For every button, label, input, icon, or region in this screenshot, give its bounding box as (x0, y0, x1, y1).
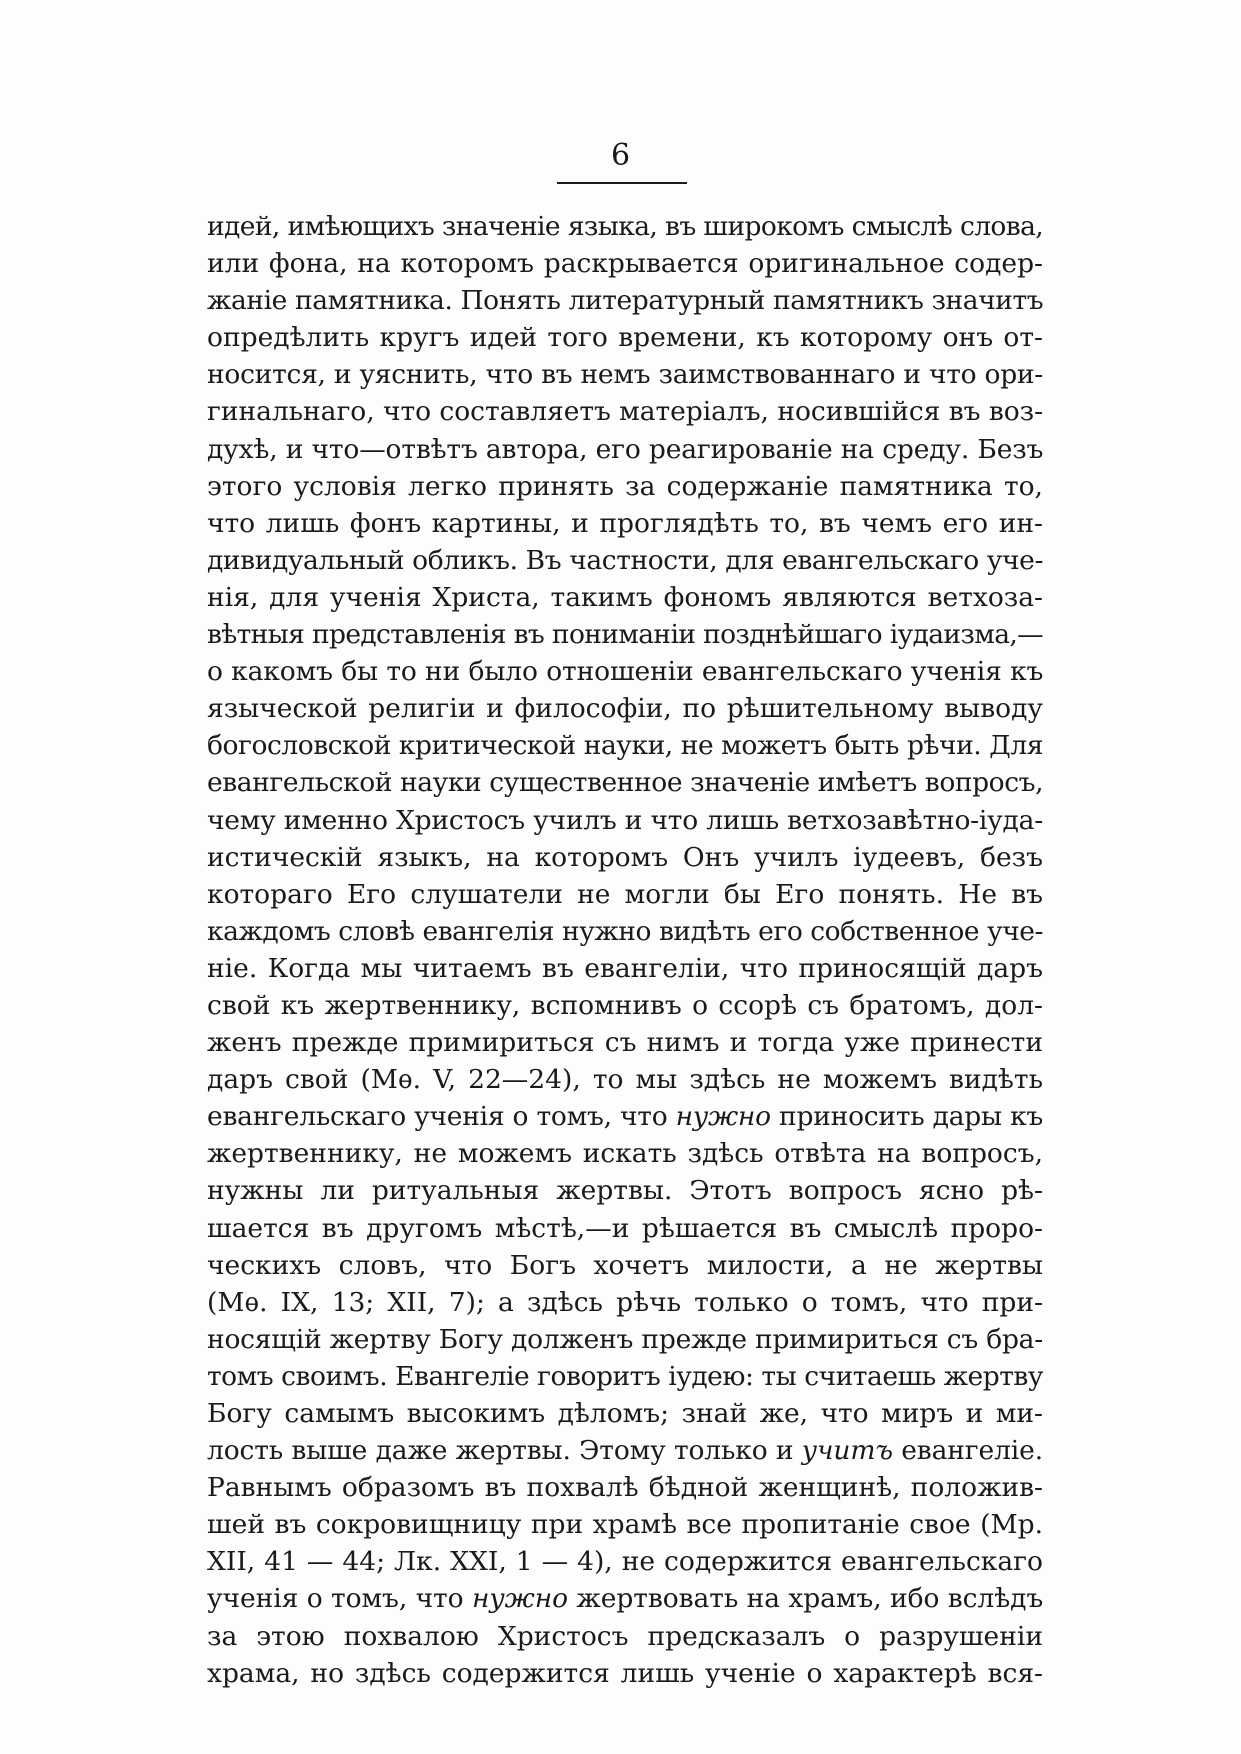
text-run: гинальнаго, что составляетъ матеріалъ, носившійся въ воз- (207, 396, 1043, 428)
text-line (207, 876, 1043, 913)
text-line (207, 431, 1043, 468)
text-run: идей, имѣющихъ значеніе языка, въ широкомъ смыслѣ слова, (207, 211, 1044, 242)
text-line (207, 1247, 1043, 1284)
text-run: носящій жертву Богу долженъ прежде примириться съ бра- (207, 1323, 1043, 1355)
text-line (207, 1655, 1043, 1692)
text-run: шается въ другомъ мѣстѣ,—и рѣшается въ смыслѣ проро- (207, 1212, 1043, 1244)
page-number: 6 (610, 138, 631, 173)
text-line (207, 208, 1043, 245)
text-run: истическій языкъ, на которомъ Онъ училъ іудеевъ, безъ (207, 841, 1043, 873)
text-line (207, 839, 1043, 876)
text-line (207, 542, 1043, 579)
text-run: Богу самымъ высокимъ дѣломъ; знай же, что миръ и ми- (207, 1398, 1043, 1429)
text-run: евангельскаго ученія о томъ, что (207, 1101, 676, 1133)
text-run: жертвовать на храмъ, ибо вслѣдъ (568, 1583, 1044, 1615)
text-line (207, 393, 1043, 430)
text-line (207, 1506, 1043, 1543)
text-line (207, 1135, 1043, 1172)
text-run: дивидуальный обликъ. Въ частности, для евангельскаго уче- (207, 544, 1043, 576)
text-line (207, 616, 1043, 653)
text-line (207, 245, 1043, 282)
text-line (207, 1024, 1043, 1061)
text-line (207, 764, 1043, 801)
text-run: ніе. Когда мы читаемъ въ евангеліи, что приносящій даръ (207, 952, 1043, 984)
text-run: о какомъ бы то ни было отношеніи евангельскаго ученія къ (207, 656, 1044, 688)
text-run: или фона, на которомъ раскрывается оригинальное содер- (207, 248, 1043, 280)
text-line (207, 1358, 1043, 1395)
text-line (207, 1469, 1043, 1506)
text-run: нужны ли ритуальныя жертвы. Этотъ вопросъ ясно рѣ- (207, 1175, 1043, 1207)
text-line (207, 1210, 1043, 1247)
text-line (207, 1172, 1043, 1209)
text-run: жаніе памятника. Понять литературный памятникъ значитъ (207, 285, 1044, 317)
italic-text: нужно (675, 1101, 771, 1133)
text-line (207, 1284, 1043, 1321)
text-line (207, 1580, 1043, 1617)
text-line (207, 950, 1043, 987)
text-run: что лишь фонъ картины, и проглядѣть то, въ чемъ его ин- (207, 507, 1043, 539)
text-run: лость выше даже жертвы. Этому только и (207, 1435, 802, 1467)
text-line (207, 1543, 1043, 1580)
text-line (207, 987, 1043, 1024)
text-run: чему именно Христосъ училъ и что лишь ветхозавѣтно-іуда- (207, 804, 1043, 836)
text-run: евангельской науки существенное значеніе имѣетъ вопросъ, (207, 767, 1044, 799)
text-line (207, 1618, 1043, 1655)
text-line (207, 319, 1043, 356)
text-run: томъ своимъ. Евангеліе говоритъ іудею: ты считаешь жертву (207, 1360, 1043, 1392)
text-line (207, 1395, 1043, 1432)
text-run: опредѣлить кругъ идей того времени, къ которому онъ от- (207, 322, 1043, 354)
text-line (207, 468, 1043, 505)
text-run: ученія о томъ, что (207, 1583, 472, 1615)
text-run: приносить дары къ (770, 1101, 1044, 1133)
text-run: свой къ жертвеннику, вспомнивъ о ссорѣ съ братомъ, дол- (207, 989, 1043, 1021)
text-line (207, 727, 1043, 764)
text-run: Равнымъ образомъ въ похвалѣ бѣдной женщинѣ, положив- (207, 1472, 1043, 1504)
text-run: (Мѳ. IX, 13; XII, 7); а здѣсь рѣчь только о томъ, что при- (207, 1286, 1043, 1318)
italic-text: учитъ (801, 1435, 893, 1467)
text-run: храма, но здѣсь содержится лишь ученіе о характерѣ вся- (207, 1657, 1043, 1689)
italic-text: нужно (471, 1583, 569, 1615)
text-line (207, 690, 1043, 727)
text-run: за этою похвалою Христосъ предсказалъ о разрушеніи (207, 1620, 1043, 1652)
text-line (207, 356, 1043, 393)
text-run: носится, и уяснить, что въ немъ заимствованнаго и что ори- (207, 359, 1043, 391)
text-run: языческой религіи и философіи, по рѣшительному выводу (207, 693, 1043, 725)
text-line (207, 802, 1043, 839)
text-run: евангеліе. (892, 1435, 1044, 1467)
text-run: этого условія легко принять за содержаніе памятника то, (207, 470, 1043, 502)
body-text (207, 208, 1043, 1692)
text-run: вѣтныя представленія въ пониманіи позднѣйшаго іудаизма,— (207, 619, 1043, 651)
text-line (207, 1432, 1043, 1469)
text-run: духѣ, и что—отвѣтъ автора, его реагированіе на среду. Безъ (207, 433, 1044, 465)
text-line (207, 1098, 1043, 1135)
text-run: каждомъ словѣ евангелія нужно видѣть его собственное уче- (207, 915, 1043, 947)
text-run: шей въ сокровищницу при храмѣ все пропитаніе свое (Мр. (207, 1509, 1043, 1541)
text-line (207, 913, 1043, 950)
text-run: богословской критической науки, не можетъ быть рѣчи. Для (207, 730, 1043, 762)
text-line (207, 1061, 1043, 1098)
text-run: XII, 41 — 44; Лк. XXI, 1 — 4), не содержится евангельскаго (207, 1546, 1043, 1578)
text-run: женъ прежде примириться съ нимъ и тогда уже принести (207, 1027, 1043, 1059)
text-line (207, 579, 1043, 616)
text-run: жертвеннику, не можемъ искать здѣсь отвѣта на вопросъ, (207, 1138, 1043, 1170)
text-run: ческихъ словъ, что Богъ хочетъ милости, а не жертвы (207, 1249, 1043, 1281)
text-line (207, 282, 1043, 319)
text-line (207, 505, 1043, 542)
text-run: нія, для ученія Христа, такимъ фономъ являются ветхоза- (207, 581, 1043, 613)
text-run: даръ свой (Мѳ. V, 22—24), то мы здѣсь не можемъ видѣть (207, 1064, 1043, 1096)
text-line (207, 653, 1043, 690)
text-run: котораго Его слушатели не могли бы Его понять. Не въ (207, 878, 1043, 910)
text-line (207, 1321, 1043, 1358)
header-rule (557, 182, 687, 184)
